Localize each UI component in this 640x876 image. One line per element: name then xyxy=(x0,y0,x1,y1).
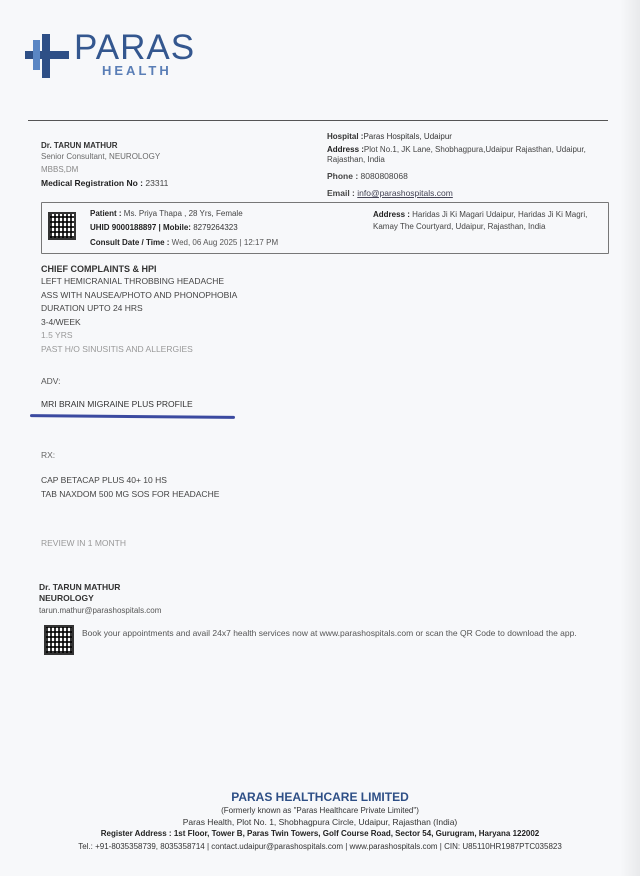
uhid-mobile-label: UHID 9000188897 | Mobile: xyxy=(90,223,191,232)
rx-list xyxy=(41,474,219,501)
mobile-value: 8279264323 xyxy=(193,223,238,232)
patient-value: Ms. Priya Thapa , 28 Yrs, Female xyxy=(123,209,243,218)
advice-text: MRI BRAIN MIGRAINE PLUS PROFILE xyxy=(41,399,193,409)
patient-address-value: Haridas Ji Ki Magari Udaipur, Haridas Ji Ki Magri, Kamay The Courtyard, Udaipur, Rajasthan, India xyxy=(373,210,588,231)
register-value: 1st Floor, Tower B, Paras Twin Towers, Golf Course Road, Sector 54, Gurugram, Haryana 122002 xyxy=(173,829,540,838)
footer-former-name: (Formerly known as "Paras Healthcare Private Limited") xyxy=(221,806,419,815)
booking-text: Book your appointments and avail 24x7 health services now at www.parashospitals.com or scan the QR Code to download the app. xyxy=(82,628,577,638)
hospital-line xyxy=(327,132,452,141)
footer-address: Paras Health, Plot No. 1, Shobhagpura Circle, Udaipur, Rajasthan (India) xyxy=(182,817,458,827)
footer-company: PARAS HEALTHCARE LIMITED xyxy=(231,790,409,804)
register-label: Register Address : xyxy=(100,829,172,838)
email-label: Email : xyxy=(327,188,355,198)
doctor-registration xyxy=(41,178,168,188)
patient-qr-code-icon xyxy=(48,212,76,240)
review-note: REVIEW IN 1 MONTH xyxy=(41,538,127,548)
hospital-value: Paras Hospitals, Udaipur xyxy=(363,132,452,141)
consult-label: Consult Date / Time : xyxy=(90,238,170,247)
complaint-line: LEFT HEMICRANIAL THROBBING HEADACHE xyxy=(41,276,225,286)
consult-datetime xyxy=(90,238,278,247)
doctor-designation: Senior Consultant, NEUROLOGY xyxy=(41,152,161,161)
paras-logo-cross-icon xyxy=(25,34,69,78)
complaint-line: DURATION UPTO 24 HRS xyxy=(41,303,143,313)
complaint-line: ASS WITH NAUSEA/PHOTO AND PHONOPHOBIA xyxy=(41,289,238,300)
email-link[interactable]: info@parashospitals.com xyxy=(357,188,453,198)
complaint-line: 3-4/WEEK xyxy=(41,316,81,327)
hospital-label: Hospital : xyxy=(327,132,364,141)
footer-register-address xyxy=(0,829,640,838)
header-divider xyxy=(28,120,608,121)
advice-label: ADV: xyxy=(41,376,61,386)
patient-line xyxy=(90,209,243,218)
page-edge-shadow xyxy=(620,0,640,876)
phone-label: Phone : xyxy=(327,171,359,181)
patient-address-label: Address : xyxy=(373,210,410,219)
doctor-degree: MBBS,DM xyxy=(41,165,79,174)
logo-subtitle: HEALTH xyxy=(102,63,172,78)
signature-name: Dr. TARUN MATHUR xyxy=(39,582,121,592)
hospital-address-label: Address : xyxy=(327,145,364,154)
complaints-list xyxy=(41,275,237,356)
registration-label: Medical Registration No : xyxy=(41,178,144,188)
registration-number: 23311 xyxy=(145,178,169,188)
complaints-title: CHIEF COMPLAINTS & HPI xyxy=(41,264,157,274)
signature-dept: NEUROLOGY xyxy=(39,593,94,603)
hospital-address xyxy=(327,145,607,165)
rx-line: CAP BETACAP PLUS 40+ 10 HS xyxy=(41,475,167,485)
patient-label: Patient : xyxy=(90,209,122,218)
rx-line: TAB NAXDOM 500 MG SOS FOR HEADACHE xyxy=(41,488,220,499)
hospital-email xyxy=(327,188,453,198)
hospital-phone xyxy=(327,171,408,181)
footer-contact: Tel.: +91-8035358739, 8035358714 | contact.udaipur@parashospitals.com | www.parashospitals.com | CIN: U85110HR1987PTC035823 xyxy=(78,842,562,851)
hospital-address-value: Plot No.1, JK Lane, Shobhagpura,Udaipur Rajasthan, Udaipur, Rajasthan, India xyxy=(327,145,586,164)
logo-name: PARAS xyxy=(74,28,196,67)
uhid-line xyxy=(90,223,238,232)
complaint-line: PAST H/O SINUSITIS AND ALLERGIES xyxy=(41,343,193,354)
complaint-line: 1.5 YRS xyxy=(41,330,73,340)
consult-value: Wed, 06 Aug 2025 | 12:17 PM xyxy=(171,238,279,247)
pen-underline xyxy=(30,414,235,419)
signature-email[interactable]: tarun.mathur@parashospitals.com xyxy=(39,606,162,615)
rx-label: RX: xyxy=(41,450,56,460)
phone-value: 8080808068 xyxy=(360,171,408,181)
app-qr-code-icon[interactable] xyxy=(44,625,74,655)
doctor-name: Dr. TARUN MATHUR xyxy=(41,141,118,150)
patient-address xyxy=(373,209,601,233)
